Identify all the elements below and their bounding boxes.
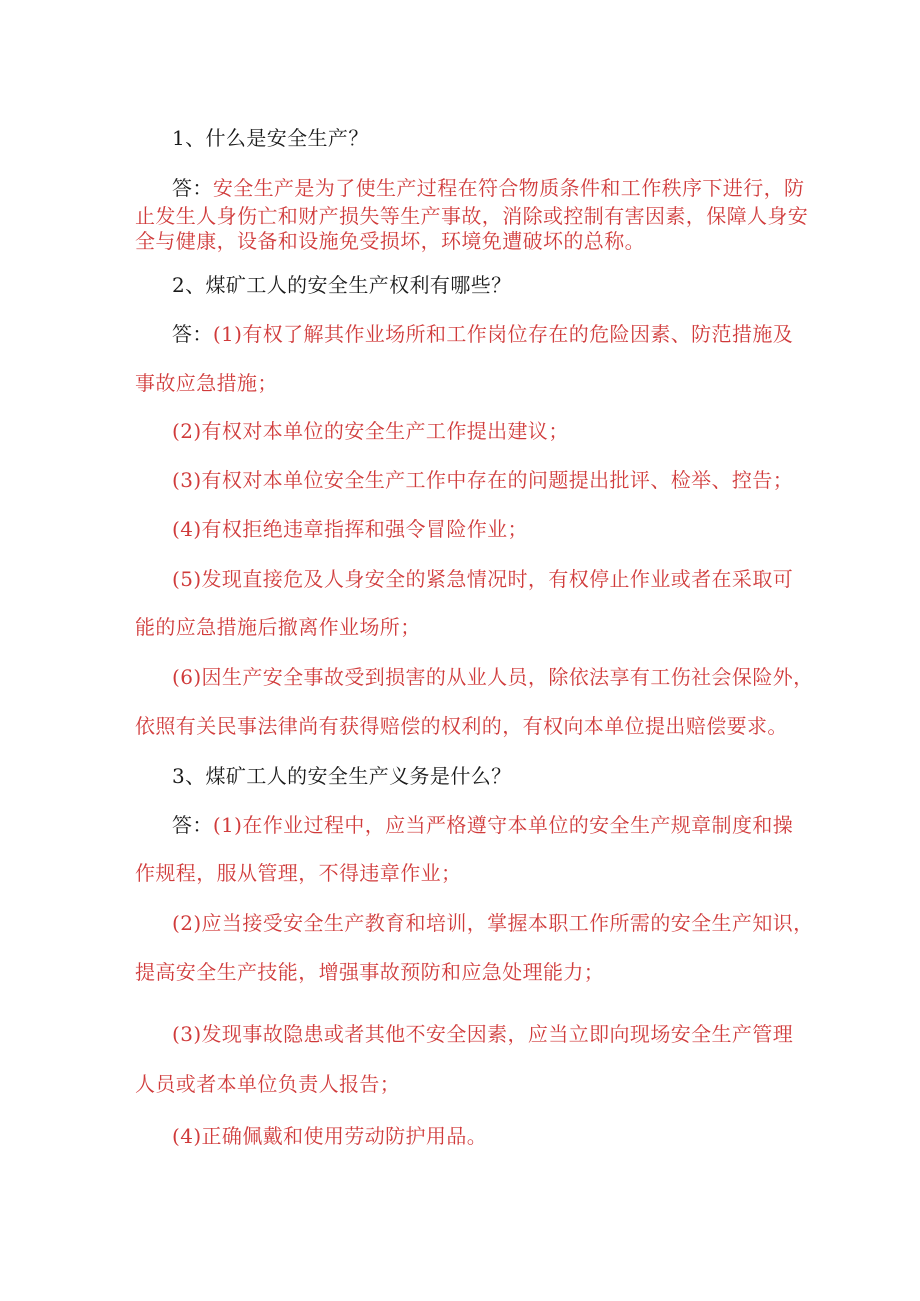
answer-3-line-1 <box>172 812 793 838</box>
answer-prefix: 答： <box>172 176 213 200</box>
answer-3-item-4: (4)正确佩戴和使用劳动防护用品。 <box>172 1124 488 1148</box>
answer-text: (1)有权了解其作业场所和工作岗位存在的危险因素、防范措施及 <box>212 322 794 346</box>
answer-2-line-2: 事故应急措施； <box>135 371 278 395</box>
question-2: 2、煤矿工人的安全生产权利有哪些？ <box>172 273 512 297</box>
answer-1-line-3: 全与健康，设备和设施免受损坏，环境免遭破坏的总称。 <box>135 229 645 253</box>
answer-3-line-2: 作规程，服从管理，不得违章作业； <box>135 861 462 885</box>
answer-3-item-3-cont: 人员或者本单位负责人报告； <box>135 1072 401 1096</box>
answer-prefix: 答： <box>172 813 213 837</box>
answer-3-item-2: (2)应当接受安全生产教育和培训，掌握本职工作所需的安全生产知识， <box>172 911 814 935</box>
answer-2-item-6: (6)因生产安全事故受到损害的从业人员，除依法享有工伤社会保险外， <box>172 665 814 689</box>
answer-2-item-4: (4)有权拒绝违章指挥和强令冒险作业； <box>172 517 528 541</box>
answer-2-item-3: (3)有权对本单位安全生产工作中存在的问题提出批评、检举、控告； <box>172 468 794 492</box>
answer-1-line-2: 止发生人身伤亡和财产损失等生产事故，消除或控制有害因素，保障人身安 <box>135 204 809 228</box>
answer-text: (1)在作业过程中，应当严格遵守本单位的安全生产规章制度和操 <box>212 813 794 837</box>
answer-3-item-3: (3)发现事故隐患或者其他不安全因素，应当立即向现场安全生产管理 <box>172 1022 794 1046</box>
answer-2-item-5: (5)发现直接危及人身安全的紧急情况时，有权停止作业或者在采取可 <box>172 567 794 591</box>
answer-2-line-1 <box>172 321 793 347</box>
answer-2-item-2: (2)有权对本单位的安全生产工作提出建议； <box>172 419 569 443</box>
answer-prefix: 答： <box>172 322 213 346</box>
answer-2-item-6-cont: 依照有关民事法律尚有获得赔偿的权利的，有权向本单位提出赔偿要求。 <box>135 714 788 738</box>
question-3: 3、煤矿工人的安全生产义务是什么？ <box>172 764 512 788</box>
question-1: 1、什么是安全生产？ <box>172 126 369 150</box>
answer-3-item-2-cont: 提高安全生产技能，增强事故预防和应急处理能力； <box>135 960 605 984</box>
answer-2-item-5-cont: 能的应急措施后撤离作业场所； <box>135 615 421 639</box>
answer-1-line-1 <box>172 175 804 201</box>
answer-text: 安全生产是为了使生产过程在符合物质条件和工作秩序下进行，防 <box>212 176 805 200</box>
